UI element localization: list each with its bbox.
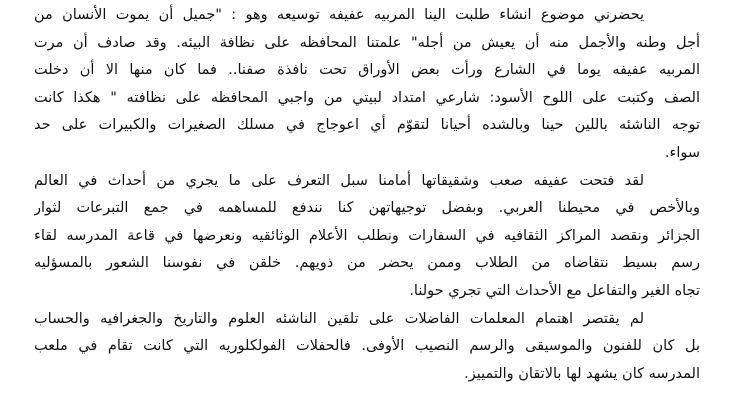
text-line: توجه الناشئه باللين حينا وبالشده أحيانا لتقوّم أي اعوجاج في مسلك الصغيرات والكبيرات على حد	[34, 117, 700, 134]
text-line: الصف وكتبت على اللوح الأسود: شارعي امتداد لبيتي من واجبي المحافظه على نظافته " هكذا كانت	[34, 89, 700, 106]
text-line: المربيه عفيفه يوما في الشارع ورأت بعض الأوراق تحت نافذة صفنا.. فما كان منها الا أن دخلت	[34, 62, 700, 79]
paragraph-1	[34, 2, 700, 168]
text-line: رسم بسيط نتقاضاه من الطلاب وممن يحضر من ذويهم. خلقن في نفوسنا الشعور بالمسؤليه	[34, 255, 700, 272]
text-line: بل كان للفنون والموسيقى والرسم النصيب الأوفى. فالحفلات الفولكلوريه التي كانت تقام في ملعب	[34, 338, 700, 355]
text-line: تجاه الغير والتفاعل مع الأحداث التي تجري حولنا.	[409, 282, 700, 299]
text-line: سواء.	[664, 144, 700, 161]
paragraph-3	[34, 306, 700, 389]
text-line: لقد فتحت عفيفه صعب وشقيقاتها أمامنا سبل التعرف على ما يجري من أحداث في العالم	[34, 172, 644, 189]
text-line: الجزائر ونقصد المراكز الثقافيه في السفارات ونطلب الأعلام الوثائقيه ونعرضها في قاعة المدرسه لقاء	[34, 227, 700, 244]
text-line: لم يقتصر اهتمام المعلمات الفاضلات على تلقين الناشئه العلوم والتاريخ والجغرافيه والحساب	[34, 310, 644, 327]
text-line: أجل وطنه والأجمل منه أن يعيش من أجله" علمتنا المحافظه على نظافة البيئه. وقد صادف أن مرت	[34, 34, 700, 51]
text-line: المدرسه كان يشهد لها بالاتقان والتمييز.	[464, 365, 700, 382]
text-line: وبالأخص في محيطنا العربي. وبفضل توجيهاتهن كنا نندفع للمساهمه في جمع التبرعات لثوار	[34, 200, 700, 217]
paragraph-2	[34, 168, 700, 306]
text-line: يحضرني موضوع انشاء طلبت الينا المربيه عفيفه توسيعه وهو : "جميل أن يموت الأنسان من	[34, 7, 644, 23]
